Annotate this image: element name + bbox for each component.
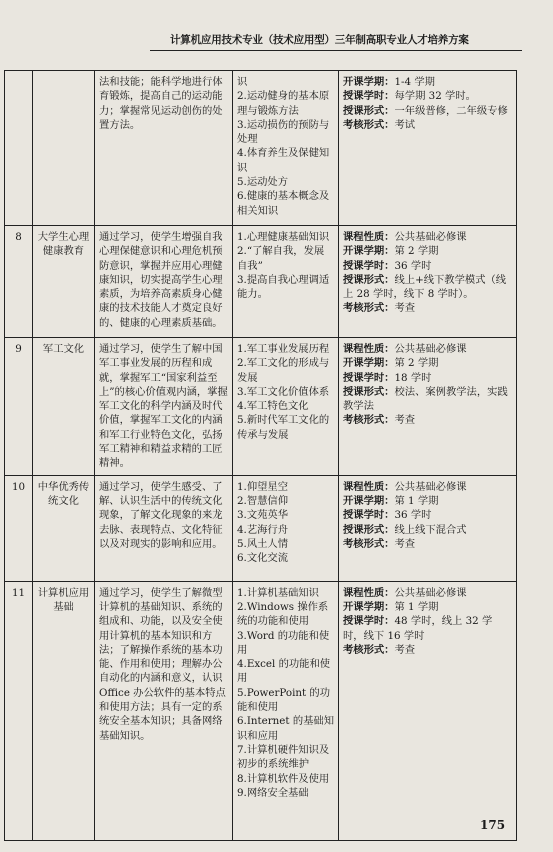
course-arrangement bbox=[339, 475, 517, 581]
arrangement-line bbox=[343, 259, 512, 273]
content-item: 3.文苑英华 bbox=[237, 509, 289, 522]
arrangement-key: 授课形式： bbox=[343, 104, 395, 117]
page-header-title: 计算机应用技术专业（技术应用型）三年制高职专业人才培养方案 bbox=[170, 34, 469, 46]
arrangement-key: 授课形式： bbox=[343, 385, 395, 398]
arrangement-line bbox=[343, 75, 512, 89]
arrangement-value: 一年级普修，二年级专修 bbox=[394, 104, 508, 117]
course-content bbox=[233, 71, 339, 226]
page-number: 175 bbox=[480, 818, 506, 832]
course-arrangement bbox=[339, 71, 517, 226]
arrangement-line bbox=[343, 356, 512, 370]
arrangement-value: 36 学时 bbox=[394, 259, 432, 272]
content-item: 5.PowerPoint 的功能和使用 bbox=[237, 686, 331, 714]
course-goal: 通过学习，使学生了解中国军工事业发展的历程和成就，掌握军工“国家利益至上”的核心价值观内涵，掌握军工文化的科学内涵及时代价值，掌握军工文化的内涵和军工行业特色文化，弘扬军工精神和精益求精的工匠精神。 bbox=[95, 338, 233, 476]
arrangement-value: 第 1 学期 bbox=[394, 600, 439, 613]
arrangement-value: 考查 bbox=[394, 414, 416, 427]
arrangement-key: 考核形式： bbox=[343, 537, 395, 550]
arrangement-key: 考核形式： bbox=[343, 414, 395, 427]
content-item: 4.军工特色文化 bbox=[237, 400, 309, 413]
arrangement-key: 考核形式： bbox=[343, 118, 395, 131]
content-item: 7.计算机硬件知识及初步的系统维护 bbox=[237, 743, 330, 771]
arrangement-line bbox=[343, 614, 512, 643]
arrangement-line bbox=[343, 413, 512, 427]
content-item: 5.风土人情 bbox=[237, 537, 289, 550]
course-content bbox=[233, 581, 339, 840]
arrangement-line bbox=[343, 643, 512, 657]
arrangement-line bbox=[343, 385, 512, 414]
arrangement-key: 课程性质： bbox=[343, 480, 395, 493]
course-name: 中华优秀传统文化 bbox=[33, 475, 95, 581]
arrangement-line bbox=[343, 494, 512, 508]
course-number: 11 bbox=[5, 581, 33, 840]
content-item: 8.计算机软件及使用 bbox=[237, 772, 330, 785]
arrangement-key: 授课学时： bbox=[343, 371, 395, 384]
arrangement-line bbox=[343, 508, 512, 522]
arrangement-value: 第 2 学期 bbox=[394, 357, 439, 370]
course-name: 军工文化 bbox=[33, 338, 95, 476]
arrangement-line bbox=[343, 600, 512, 614]
course-arrangement bbox=[339, 226, 517, 338]
table-row bbox=[5, 71, 517, 226]
table-row bbox=[5, 581, 517, 840]
course-goal: 通过学习，使学生了解微型计算机的基础知识、系统的组成和、功能，以及安全使用计算机的基本知识和方法；了解操作系统的基本功能、作用和使用；理解办公自动化的内涵和意义，认识 Office 办公软件的基本特点和使用方法；具有一定的系统安全基本知识；具备网络基础知识。 bbox=[95, 581, 233, 840]
course-name: 大学生心理健康教育 bbox=[33, 226, 95, 338]
content-item: 6.健康的基本概念及相关知识 bbox=[237, 190, 330, 217]
content-item: 3.军工文化价值体系 bbox=[237, 385, 330, 398]
arrangement-key: 授课形式： bbox=[343, 523, 395, 536]
table-row bbox=[5, 226, 517, 338]
arrangement-value: 公共基础必修课 bbox=[394, 343, 467, 355]
course-name: 计算机应用基础 bbox=[33, 581, 95, 840]
arrangement-value: 公共基础必修课 bbox=[394, 480, 467, 493]
arrangement-key: 课程性质： bbox=[343, 586, 395, 599]
arrangement-line bbox=[343, 523, 512, 537]
arrangement-key: 开课学期： bbox=[343, 357, 395, 370]
arrangement-line bbox=[343, 586, 512, 600]
arrangement-key: 授课学时： bbox=[343, 509, 395, 522]
content-item: 3.Word 的功能和使用 bbox=[237, 629, 330, 656]
arrangement-value: 每学期 32 学时。 bbox=[394, 90, 476, 103]
content-item: 1.仰望星空 bbox=[237, 480, 289, 493]
arrangement-key: 开课学期： bbox=[343, 600, 395, 613]
content-item: 1.计算机基础知识 bbox=[237, 586, 319, 599]
course-number bbox=[5, 71, 33, 226]
content-item: 1.心理健康基础知识 bbox=[237, 231, 330, 243]
arrangement-value: 公共基础必修课 bbox=[394, 231, 467, 243]
arrangement-value: 考查 bbox=[394, 302, 416, 315]
arrangement-line bbox=[343, 118, 512, 132]
arrangement-value: 18 学时 bbox=[394, 371, 432, 384]
content-item: 4.艺海行舟 bbox=[237, 523, 289, 536]
content-item: 5.运动处方 bbox=[237, 176, 289, 189]
arrangement-line bbox=[343, 273, 512, 302]
content-item: 3.提高自我心理调适能力。 bbox=[237, 273, 330, 301]
arrangement-value: 线上+线下教学模式（线上 28 学时，线下 8 学时）。 bbox=[343, 273, 507, 301]
course-content bbox=[233, 475, 339, 581]
course-number: 9 bbox=[5, 338, 33, 476]
curriculum-table-body bbox=[5, 71, 517, 841]
course-arrangement bbox=[339, 581, 517, 840]
table-row bbox=[5, 475, 517, 581]
arrangement-key: 考核形式： bbox=[343, 643, 395, 656]
curriculum-table bbox=[4, 70, 517, 841]
arrangement-line bbox=[343, 480, 512, 494]
arrangement-value: 第 2 学期 bbox=[394, 245, 439, 258]
content-item: 4.Excel 的功能和使用 bbox=[237, 658, 331, 685]
arrangement-value: 36 学时 bbox=[394, 509, 432, 522]
arrangement-line bbox=[343, 537, 512, 551]
course-name bbox=[33, 71, 95, 226]
arrangement-value: 线上线下混合式 bbox=[394, 523, 467, 536]
content-item: 3.运动损伤的预防与处理 bbox=[237, 118, 330, 146]
arrangement-key: 授课学时： bbox=[343, 259, 395, 272]
course-content bbox=[233, 338, 339, 476]
arrangement-key: 课程性质： bbox=[343, 343, 395, 355]
header-rule bbox=[150, 50, 522, 51]
content-item: 6.文化交流 bbox=[237, 552, 289, 565]
arrangement-value: 48 学时，线上 32 学时，线下 16 学时 bbox=[343, 615, 493, 642]
arrangement-line bbox=[343, 230, 512, 244]
arrangement-line bbox=[343, 342, 512, 356]
course-arrangement bbox=[339, 338, 517, 476]
arrangement-value: 考试 bbox=[394, 118, 416, 131]
content-item: 2.运动健身的基本原理与锻炼方法 bbox=[237, 90, 330, 117]
table-row bbox=[5, 338, 517, 476]
arrangement-value: 公共基础必修课 bbox=[394, 586, 467, 599]
course-goal: 通过学习，使学生增强自我心理保健意识和心理危机预防意识，掌握并应用心理健康知识，切实提高学生心理素质，为培养高素质身心健康的技术技能人才奠定良好的、健康的心理素质基础。 bbox=[95, 226, 233, 338]
course-number: 8 bbox=[5, 226, 33, 338]
arrangement-line bbox=[343, 371, 512, 385]
content-item: 4.体育养生及保健知识 bbox=[237, 147, 330, 174]
arrangement-key: 授课学时： bbox=[343, 90, 395, 103]
arrangement-line bbox=[343, 89, 512, 103]
content-item: 6.Internet 的基础知识和应用 bbox=[237, 715, 335, 742]
arrangement-key: 开课学期： bbox=[343, 76, 395, 88]
course-goal: 法和技能；能科学地进行体育锻炼，提高自己的运动能力；掌握常见运动创伤的处置方法。 bbox=[95, 71, 233, 226]
content-item: 识 bbox=[237, 76, 248, 88]
arrangement-value: 1-4 学期 bbox=[394, 76, 435, 88]
arrangement-value: 考查 bbox=[394, 537, 416, 550]
arrangement-key: 授课学时： bbox=[343, 615, 395, 628]
arrangement-key: 开课学期： bbox=[343, 494, 395, 507]
content-item: 5.新时代军工文化的传承与发展 bbox=[237, 414, 330, 441]
arrangement-key: 考核形式： bbox=[343, 302, 395, 315]
arrangement-key: 课程性质： bbox=[343, 231, 395, 243]
content-item: 2.军工文化的形成与发展 bbox=[237, 357, 330, 384]
content-item: 1.军工事业发展历程 bbox=[237, 343, 330, 355]
arrangement-value: 校法、案例教学法，实践教学法 bbox=[343, 385, 508, 413]
arrangement-key: 开课学期： bbox=[343, 245, 395, 258]
content-item: 2.“了解自我，发展自我” bbox=[237, 245, 325, 272]
content-item: 2.智慧信仰 bbox=[237, 494, 289, 507]
content-item: 2.Windows 操作系统的功能和使用 bbox=[237, 600, 329, 628]
course-content bbox=[233, 226, 339, 338]
arrangement-key: 授课形式： bbox=[343, 273, 395, 286]
arrangement-line bbox=[343, 104, 512, 118]
arrangement-value: 第 1 学期 bbox=[394, 494, 439, 507]
course-number: 10 bbox=[5, 475, 33, 581]
arrangement-value: 考查 bbox=[394, 643, 416, 656]
content-item: 9.网络安全基础 bbox=[237, 786, 309, 799]
arrangement-line bbox=[343, 301, 512, 315]
course-goal: 通过学习，使学生感受、了解、认识生活中的传统文化现象，了解文化现象的来龙去脉、表现特点、文化特征以及对现实的影响和应用。 bbox=[95, 475, 233, 581]
arrangement-line bbox=[343, 244, 512, 258]
